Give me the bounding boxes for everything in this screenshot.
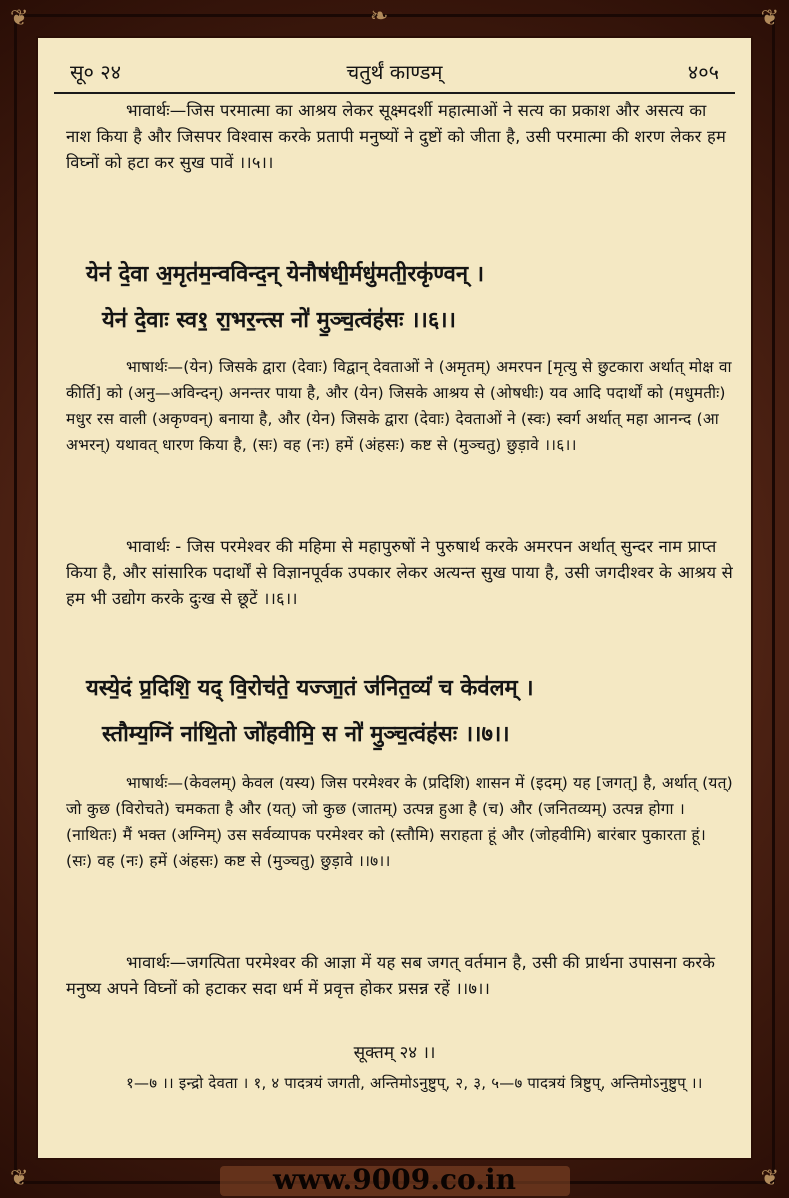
page-header [62, 58, 727, 88]
header-rule [54, 92, 735, 94]
mantra-6-line-1: येन॑ दे॒वा अ॒मृत॑म॒न्वविन्द॒न् येनौष॑धी॒र्मधु॑मती॒रकृ॑ण्वन् । [86, 262, 485, 287]
bhavartha-5: भावार्थः—जिस परमात्मा का आश्रय लेकर सूक्ष्मदर्शी महात्माओं ने सत्य का प्रकाश और असत्य का नाश किया है और जिसपर विश्वास करके प्रतापी मनुष्यों ने दुष्टों को जीता है, उसी परमात्मा की शरण लेकर हम विघ्नों को हटा कर सुख पावें ।।५।। [66, 101, 727, 172]
bhavartha-6: भावार्थः - जिस परमेश्वर की महिमा से महापुरुषों ने पुरुषार्थ करके अमरपन अर्थात् सुन्दर नाम प्राप्त किया है, और सांसारिक पदार्थों से विज्ञानपूर्वक उपकार लेकर अत्यन्त सुख पाया है, उसी जगदीश्वर के आश्रय से हम भी उद्योग करके दुःख से छूटें ।।६।। [66, 537, 734, 608]
book-page [36, 36, 753, 1160]
corner-ornament-icon: ❦ [760, 1166, 779, 1191]
corner-ornament-icon: ❦ [10, 6, 29, 31]
sukta-info: १—७ ।। इन्द्रो देवता । १, ४ पादत्रयं जगती, अन्तिमोऽनुष्टुप्, २, ३, ५—७ पादत्रयं त्रिष्टुप्, अन्तिमोऽनुष्टुप् ।। [126, 1074, 703, 1092]
website-url-link[interactable]: www.9009.co.in [273, 1163, 516, 1196]
bhashartha-7: भाषार्थः—(केवलम्) केवल (यस्य) जिस परमेश्वर के (प्रदिशि) शासन में (इदम्) यह [जगत्] है, अर्थात् (यत्) जो कुछ (विरोचते) चमकता है और (यत्) जो कुछ (जातम्) उत्पन्न हुआ है (च) और (जनितव्यम्) उत्पन्न होगा ।(नाथितः) मैं भक्त (अग्निम्) उस सर्वव्यापक परमेश्वर को (स्तौमि) सराहता हूं और (जोहवीमि) बारंबार पुकारता हूं। (सः) वह (नः) हमें (अंहसः) कष्ट से (मुञ्चतु) छुड़ावे ।।७।। [66, 774, 733, 870]
bhavartha-7: भावार्थः—जगत्पिता परमेश्वर की आज्ञा में यह सब जगत् वर्तमान है, उसी की प्रार्थना उपासना करके मनुष्य अपने विघ्नों को हटाकर सदा धर्म में प्रवृत्त होकर प्रसन्न रहें ।।७।। [66, 953, 716, 998]
top-ornament-icon: ❧ [370, 4, 389, 29]
mantra-6-line-2: येन॑ दे॒वाः स्व१॒ रा॒भर॒न्त्स नो॑ मु॒ञ्च॒त्वंह॑सः ।।६।। [102, 308, 456, 333]
bhashartha-6: भाषार्थः—(येन) जिसके द्वारा (देवाः) विद्वान् देवताओं ने (अमृतम्) अमरपन [मृत्यु से छुटकारा अर्थात् मोक्ष वा कीर्ति] को (अनु—अविन्दन्) अनन्तर पाया है, और (येन) जिसके आश्रय से (ओषधीः) यव आदि पदार्थों को (मधुमतीः) मधुर रस वाली (अकृण्वन्) बनाया है, और (येन) जिसके द्वारा (देवाः) देवताओं ने (स्वः) स्वर्ग अर्थात् महा आनन्द (आ अभरन्) यथावत् धारण किया है, (सः) वह (नः) हमें (अंहसः) कष्ट से (मुञ्चतु) छुड़ावे ।।६।। [66, 358, 732, 454]
page-number: ४०५ [687, 60, 719, 84]
sukta-number: सू० २४ [70, 60, 122, 84]
sukta-heading: सूक्तम् २४ ।। [353, 1043, 436, 1063]
corner-ornament-icon: ❦ [10, 1166, 29, 1191]
mantra-7-line-1: यस्ये॒दं प्र॒दिशि॒ यद् वि॒रोच॑ते॒ यज्जा॒तं ज॑नित॒व्यं॑ च केव॑लम् । [86, 676, 534, 701]
mantra-7-line-2: स्तौम्य॒ग्निं ना॑थि॒तो जो॑हवीमि॒ स नो॑ मु॒ञ्च॒त्वंह॑सः ।।७।। [102, 722, 510, 747]
corner-ornament-icon: ❦ [760, 6, 779, 31]
kanda-title: चतुर्थं काण्डम् [346, 60, 443, 84]
